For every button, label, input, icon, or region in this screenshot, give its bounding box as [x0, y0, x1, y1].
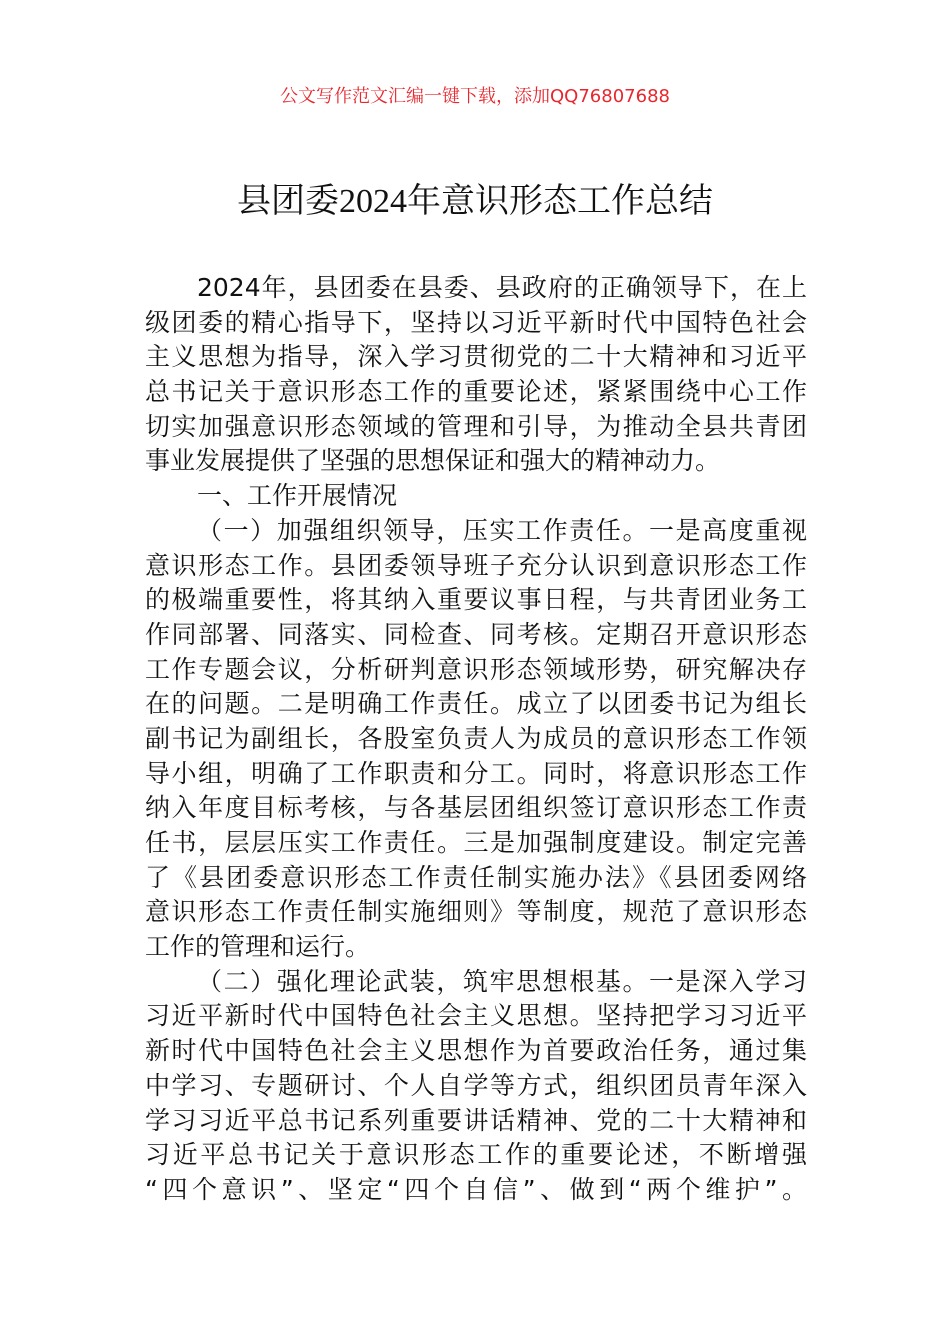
- text-line: 学习习近平总书记系列重要讲话精神、党的二十大精神和: [145, 1105, 807, 1135]
- text-line: （一）加强组织领导，压实工作责任。一是高度重视: [197, 515, 807, 545]
- text-line: 导小组，明确了工作职责和分工。同时，将意识形态工作: [145, 758, 807, 788]
- text-line: 任书，层层压实工作责任。三是加强制度建设。制定完善: [145, 828, 807, 857]
- paragraph: [145, 514, 807, 965]
- text-line: 工作专题会议，分析研判意识形态领域形势，研究解决存: [145, 654, 807, 684]
- text-line: 切实加强意识形态领域的管理和引导，为推动全县共青团: [145, 411, 807, 441]
- text-line: 纳入年度目标考核，与各基层团组织签订意识形态工作责: [145, 793, 807, 823]
- text-line: 2024年，县团委在县委、县政府的正确领导下，在上: [197, 273, 807, 302]
- text-line: 新时代中国特色社会主义思想作为首要政治任务，通过集: [145, 1036, 807, 1066]
- text-line: 了《县团委意识形态工作责任制实施办法》《县团委网络: [145, 862, 807, 892]
- text-line: 工作的管理和运行。: [145, 932, 371, 962]
- paragraph: [145, 965, 807, 1208]
- text-line: 作同部署、同落实、同检查、同考核。定期召开意识形态: [145, 619, 807, 649]
- document-body: [145, 271, 807, 1208]
- heading-text: 一、工作开展情况: [197, 481, 398, 511]
- text-line: 副书记为副组长，各股室负责人为成员的意识形态工作领: [145, 723, 807, 753]
- text-line: 习近平总书记关于意识形态工作的重要论述，不断增强: [145, 1140, 807, 1170]
- text-line: 的极端重要性，将其纳入重要议事日程，与共青团业务工: [145, 585, 807, 615]
- text-line: 级团委的精心指导下，坚持以习近平新时代中国特色社会: [145, 307, 807, 337]
- download-banner: 公文写作范文汇编一键下载，添加QQ76807688: [280, 86, 670, 107]
- text-line: 主义思想为指导，深入学习贯彻党的二十大精神和习近平: [145, 342, 807, 372]
- text-line: 意识形态工作。县团委领导班子充分认识到意识形态工作: [145, 550, 807, 580]
- text-line: 中学习、专题研讨、个人自学等方式，组织团员青年深入: [145, 1070, 807, 1100]
- text-line: 总书记关于意识形态工作的重要论述，紧紧围绕中心工作: [145, 377, 807, 407]
- text-line: 意识形态工作责任制实施细则》等制度，规范了意识形态: [145, 897, 807, 927]
- text-line: 习近平新时代中国特色社会主义思想。坚持把学习习近平: [145, 1001, 807, 1031]
- text-line: “四个意识”、坚定“四个自信”、做到“两个维护”。: [145, 1174, 807, 1204]
- document-title: 县团委2024年意识形态工作总结: [237, 183, 713, 220]
- text-line: （二）强化理论武装，筑牢思想根基。一是深入学习: [197, 966, 807, 996]
- text-line: 在的问题。二是明确工作责任。成立了以团委书记为组长: [145, 689, 807, 719]
- paragraph: [145, 271, 807, 479]
- text-line: 事业发展提供了坚强的思想保证和强大的精神动力。: [145, 446, 721, 476]
- section-heading: [145, 479, 807, 514]
